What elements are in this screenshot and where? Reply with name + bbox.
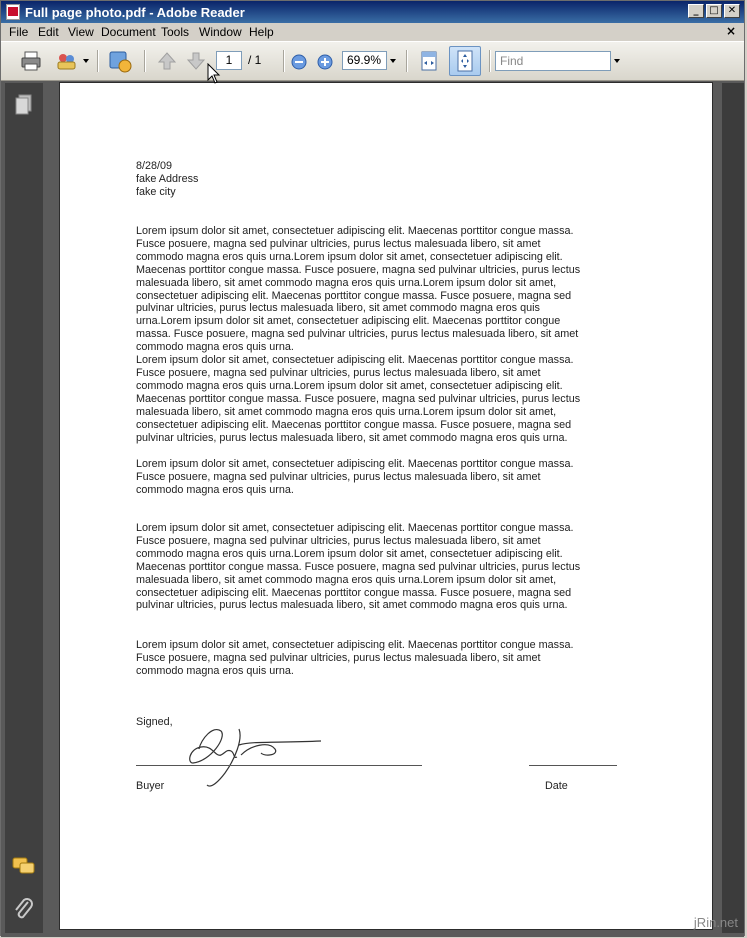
watermark: jRin.net [693, 915, 738, 930]
menu-document[interactable]: Document [101, 25, 156, 39]
find-dropdown-icon[interactable] [614, 59, 620, 63]
next-page-icon [185, 50, 207, 72]
body-paragraph: Lorem ipsum dolor sit amet, consectetuer adipiscing elit. Maecenas porttitor congue massa. Fusce posuere, magna sed pulvinar ultricies, purus lectus malesuada libero, sit amet commodo magna eros quis urna. [136, 458, 574, 496]
pages-panel-icon [13, 93, 35, 117]
fit-width-button[interactable] [416, 48, 442, 74]
fit-page-icon [450, 47, 480, 75]
mouse-cursor-icon [207, 63, 221, 85]
pages-panel-button[interactable] [13, 93, 35, 117]
comments-icon [11, 855, 37, 877]
collaborate-dropdown-icon[interactable] [83, 59, 89, 63]
right-scroll-strip[interactable] [722, 83, 744, 933]
zoom-out-button[interactable] [291, 54, 307, 80]
fit-width-icon [419, 50, 439, 72]
fit-page-button[interactable] [449, 46, 481, 76]
print-button[interactable] [18, 48, 44, 74]
toolbar-separator [489, 50, 490, 72]
zoom-level-input[interactable]: 69.9% [342, 51, 387, 70]
next-page-button[interactable] [183, 48, 209, 74]
menu-window[interactable]: Window [199, 25, 242, 39]
body-paragraph: Lorem ipsum dolor sit amet, consectetuer adipiscing elit. Maecenas porttitor congue massa. Fusce posuere, magna sed pulvinar ultricies, purus lectus malesuada libero, sit amet commodo magna eros quis urna.Lorem ipsum dolor sit amet, consectetuer adipiscing elit. Maecenas porttitor congue massa. Fusce posuere, magna sed pulvinar ultricies, purus lectus malesuada libero, sit amet commodo magna eros quis urna.Lorem ipsum dolor sit amet, consectetuer adipiscing elit. Maecenas porttitor congue massa. Fusce posuere, magna sed pulvinar ultricies, purus lectus malesuada libero, sit amet commodo magna eros quis urna. [136, 522, 581, 612]
close-button[interactable]: ✕ [724, 4, 740, 18]
collaborate-icon [55, 50, 79, 72]
secure-icon [107, 48, 133, 74]
toolbar-separator [406, 50, 407, 72]
prev-page-icon [156, 50, 178, 72]
zoom-dropdown-icon[interactable] [390, 59, 396, 63]
menu-help[interactable]: Help [249, 25, 274, 39]
acrobat-icon [6, 4, 20, 20]
menu-edit[interactable]: Edit [38, 25, 59, 39]
toolbar-separator [144, 50, 145, 72]
comments-panel-button[interactable] [11, 855, 37, 877]
zoom-out-icon [291, 54, 307, 70]
window-controls [688, 4, 740, 18]
previous-page-button[interactable] [154, 48, 180, 74]
collaborate-button[interactable] [54, 48, 80, 74]
city-line: fake city [136, 186, 176, 198]
address-line: fake Address [136, 173, 199, 185]
menu-tools[interactable]: Tools [161, 25, 190, 39]
buyer-signature-line [136, 765, 422, 766]
maximize-button[interactable]: □ [706, 4, 722, 18]
menu-bar [1, 23, 744, 41]
toolbar-separator [283, 50, 284, 72]
menu-file[interactable]: File [9, 25, 29, 39]
pdf-page [60, 83, 712, 929]
find-input[interactable]: Find [495, 51, 611, 71]
title-bar [1, 1, 744, 23]
close-document-button[interactable]: × [725, 24, 736, 38]
navigation-pane [5, 83, 43, 933]
page-total-label: / 1 [248, 53, 262, 67]
attachments-panel-button[interactable] [13, 896, 35, 922]
print-icon [20, 50, 42, 72]
date-signature-line [529, 765, 617, 766]
toolbar [1, 41, 744, 81]
body-paragraph: Lorem ipsum dolor sit amet, consectetuer adipiscing elit. Maecenas porttitor congue massa. Fusce posuere, magna sed pulvinar ultricies, purus lectus malesuada libero, sit amet commodo magna eros quis urna.Lorem ipsum dolor sit amet, consectetuer adipiscing elit. Maecenas porttitor congue massa. Fusce posuere, magna sed pulvinar ultricies, purus lectus malesuada libero, sit amet commodo magna eros quis urna.Lorem ipsum dolor sit amet, consectetuer adipiscing elit. Maecenas porttitor congue massa. Fusce posuere, magna sed pulvinar ultricies, purus lectus malesuada libero, sit amet commodo magna eros quis urna.Lorem ipsum dolor sit amet, consectetuer adipiscing elit. Maecenas porttitor congue massa. Fusce posuere, magna sed pulvinar ultricies, purus lectus malesuada libero, sit amet commodo magna eros quis urna. Lorem ipsum dolor sit amet, consectetuer adipiscing elit. Maecenas porttitor congue massa. Fusce posuere, magna sed pulvinar ultricies, purus lectus malesuada libero, sit amet commodo magna eros quis urna.Lorem ipsum dolor sit amet, consectetuer adipiscing elit. Maecenas porttitor congue massa. Fusce posuere, magna sed pulvinar ultricies, purus lectus malesuada libero, sit amet commodo magna eros quis urna.Lorem ipsum dolor sit amet, consectetuer adipiscing elit. Maecenas porttitor congue massa. Fusce posuere, magna sed pulvinar ultricies, purus lectus malesuada libero, sit amet commodo magna eros quis urna. [136, 225, 581, 444]
secure-button[interactable] [107, 48, 133, 74]
zoom-in-icon [317, 54, 333, 70]
toolbar-separator [97, 50, 98, 72]
window-title: Full page photo.pdf - Adobe Reader [25, 5, 245, 20]
body-paragraph: Lorem ipsum dolor sit amet, consectetuer adipiscing elit. Maecenas porttitor congue massa. Fusce posuere, magna sed pulvinar ultricies, purus lectus malesuada libero, sit amet commodo magna eros quis urna. [136, 639, 574, 677]
signed-label: Signed, [136, 716, 173, 728]
zoom-in-button[interactable] [317, 54, 333, 80]
menu-view[interactable]: View [68, 25, 94, 39]
minimize-button[interactable]: _ [688, 4, 704, 18]
letter-date: 8/28/09 [136, 160, 173, 172]
date-label: Date [545, 780, 568, 792]
attachments-icon [13, 896, 35, 922]
page-number-input[interactable]: 1 [216, 51, 242, 70]
buyer-label: Buyer [136, 780, 165, 792]
